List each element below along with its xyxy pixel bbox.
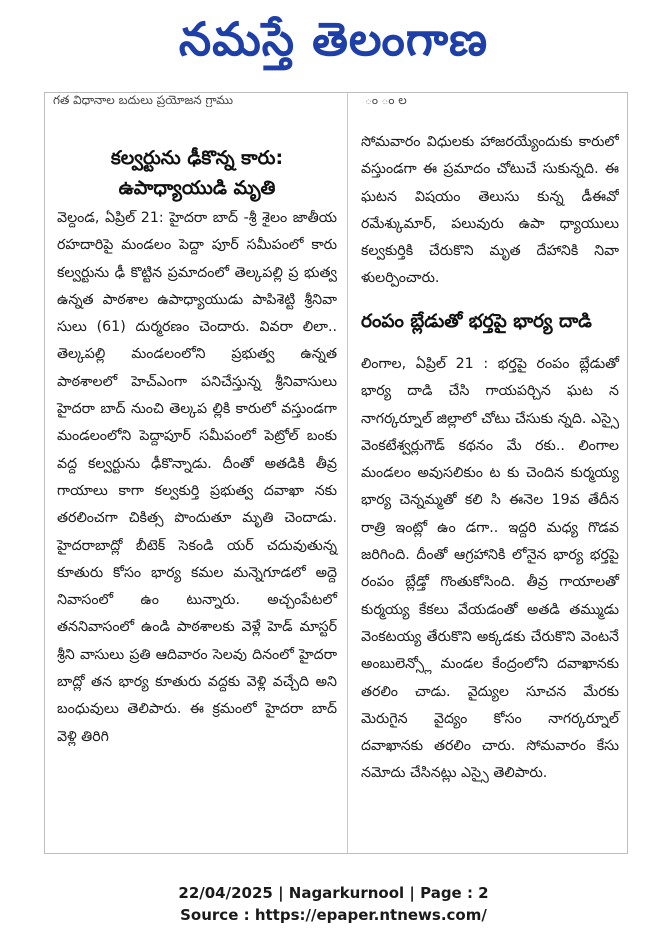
article-continuation: సోమవారం విధులకు హాజరయ్యేందుకు కారులో వస్తుండగా ఈ ప్రమాదం చోటుచే సుకున్నది. ఈ ఘటన విషయం తెలుసు కున్న డీఈవో రమేశ్కుమార్, పలువురు ఉపా ధ్యాయులు కల్వకుర్తికి చేరుకొని మృత దేహానికి నివా ళులర్పించారు. [361,134,619,287]
footer-source: Source : https://epaper.ntnews.com/ [180,906,487,924]
second-article-body: లింగాల, ఏప్రిల్ 21 : భర్తపై రంపం బ్లేడుతో భార్య దాడి చేసి గాయపర్చిన ఘట న నాగర్కర్నూల్ జిల్లాలో చోటు చేసుకు న్నది. ఎస్సై వెంకటేశ్వర్లుగౌడ్ కథనం మే రకు.. లింగాల మండలం అవుసలికుం ట కు చెందిన కుర్మయ్య భార్య చెన్నమ్మతో కలి సి ఈనెల 19వ తేదీన రాత్రి ఇంట్లో ఉం డగా.. ఇద్దరి మధ్య గొడవ జరిగింది. దీంతో ఆగ్రహానికి లోనైన భార్య భర్తపై రంపం బ్లేడ్తో గొంతుకోసింది. తీవ్ర గాయాలతో కుర్మయ్య కేకలు వేయడంతో అతడి తమ్ముడు వెంకటయ్య తేరుకొని అక్కడకు చేరుకొని వెంటనే అంబులెన్స్లో మండల కేంద్రంలోని దవాఖానకు తరలిం చాడు. వైద్యుల సూచన మేరకు మెరుగైన వైద్యం కోసం నాగర్కర్నూల్ దవాఖానకు తరలిం చారు. సోమవారం కేసు నమోదు చేసినట్లు ఎస్సై తెలిపారు. [361,356,619,782]
masthead [0,0,667,90]
news-clipping [44,92,628,854]
footer-date-edition: 22/04/2025 | Nagarkurnool | Page : 2 [178,884,489,902]
newspaper-logo: నమస్తే తెలంగాణ [178,12,489,66]
cut-text-left: గత విధానాల బదులు ప్రయోజన గ్రాము [53,93,234,107]
article-body: వెల్దండ, ఏప్రిల్ 21: హైదరా బాద్ -శ్రీ శైలం జాతీయ రహదారిపై మండలం పెద్దా పూర్ సమీపంలో కారు కల్వర్టును ఢీ కొట్టిన ప్రమాదంలో తెల్కపల్లి ప్ర భుత్వ ఉన్నత పాఠశాల ఉపాధ్యాయుడు పాపిశెట్టి శ్రీనివా సులు (61) దుర్మరణం చెందారు. వివరా లిలా.. తెల్కపల్లి మండలంలోని ప్రభుత్వ ఉన్నత పాఠశాలలో హెచ్ఎంగా పనిచేస్తున్న శ్రీనివాసులు హైదరా బాద్ నుంచి తెల్కప ల్లికి కారులో వస్తుండగా మండలంలోని పెద్దాపూర్ సమీపంలో పెట్రోల్ బంకు వద్ద కల్వర్టును ఢీకొన్నాడు. దీంతో అతడికి తీవ్ర గాయాలు కాగా కల్వకుర్తి ప్రభుత్వ దవాఖా నకు తరలించగా చికిత్స పొందుతూ మృతి చెందాడు. హైదరాబాద్లో బీటెక్ సెకండి యర్ చదువుతున్న కూతురు కోసం భార్య కమల మన్నెగూడలో అద్దె నివాసంలో ఉం టున్నారు. అచ్చంపేటలో తననివాసంలో ఉండి పాఠశాలకు వెళ్లే హెడ్ మాస్టర్ శ్రీని వాసులు ప్రతి ఆదివారం సెలవు దినంలో హైదరా బాద్లో తన భార్య కూతురు వద్దకు వెళ్లి వచ్చేది అని బంధువులు తెలిపారు. ఈ క్రమంలో హైదరా బాద్ వెళ్లి తిరిగి [57,210,337,745]
article-headline [55,143,339,203]
second-article-headline: రంపం బ్లేడుతో భర్తపై భార్య దాడి [361,311,592,332]
headline-line-1: కల్వర్టును ఢీకొన్న కారు: [110,147,284,169]
column-divider [347,93,348,853]
cut-text-right: ం ం ల [365,93,407,107]
headline-line-2: ఉపాధ్యాయుడి మృతి [118,177,276,199]
